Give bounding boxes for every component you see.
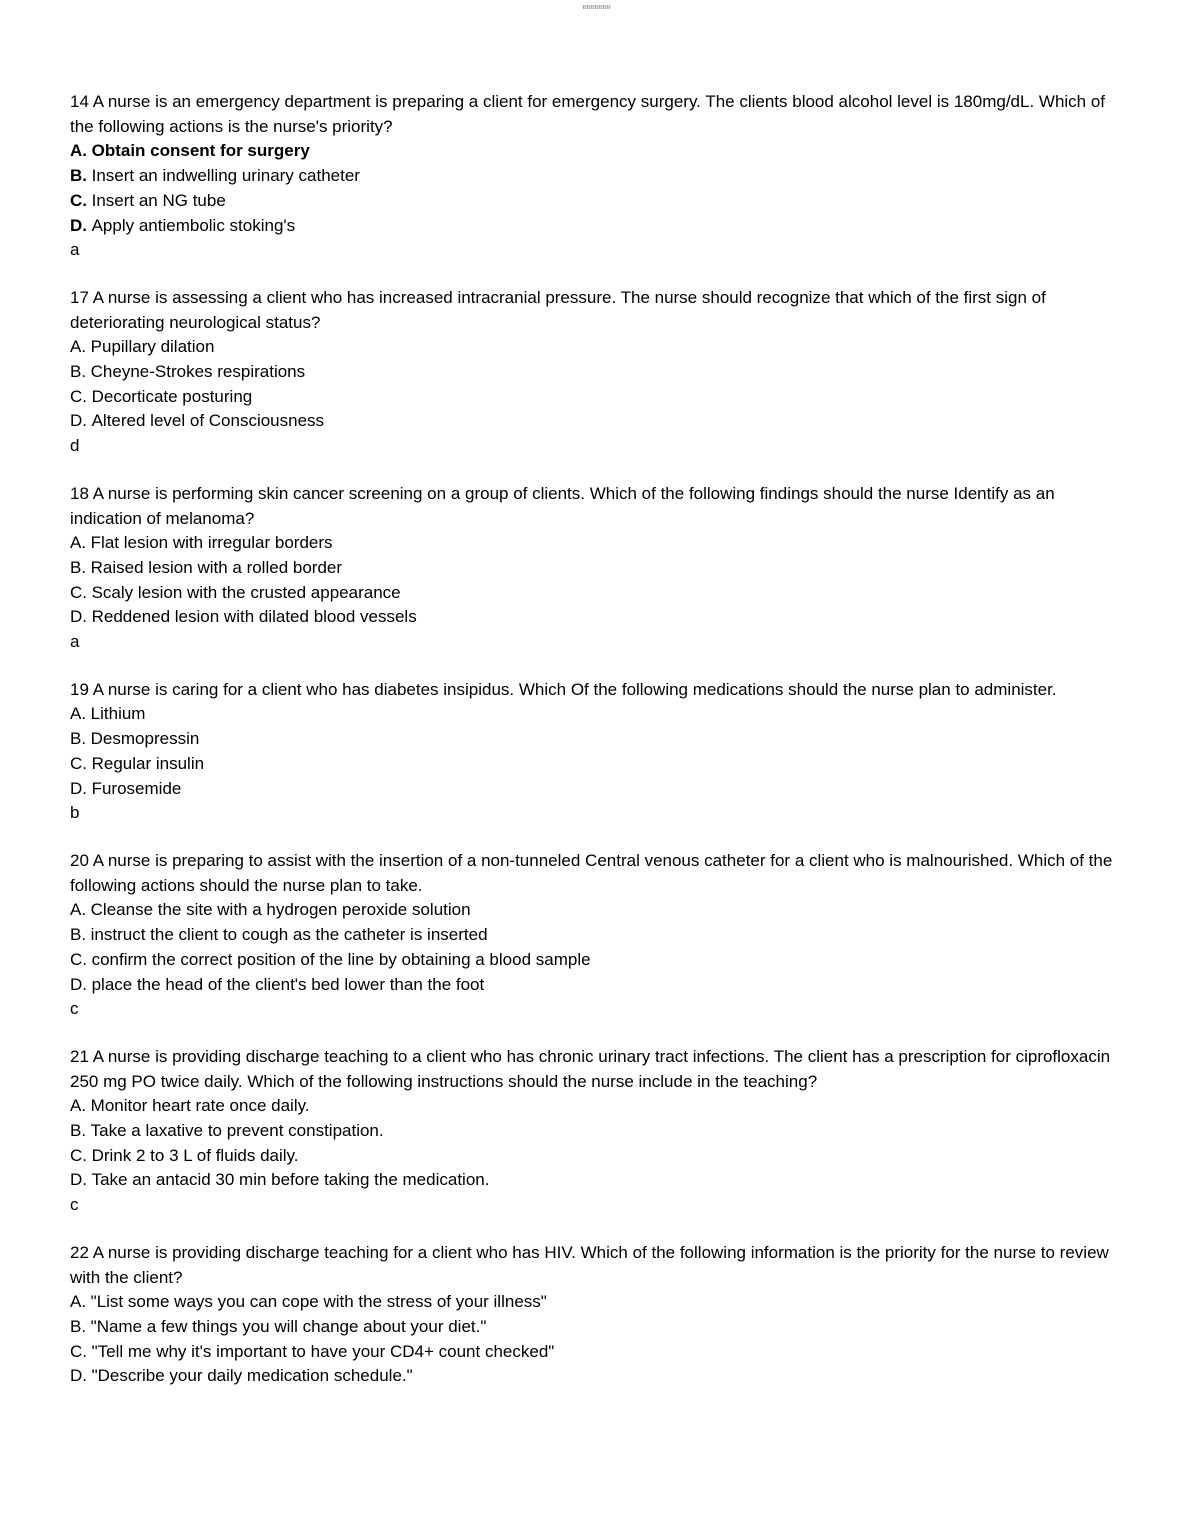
option-row bbox=[70, 189, 1115, 214]
options-list bbox=[70, 898, 1115, 997]
option-letter: C. bbox=[70, 1145, 87, 1165]
option-row bbox=[70, 214, 1115, 239]
question-block bbox=[70, 286, 1115, 459]
option-row bbox=[70, 164, 1115, 189]
answer-letter: d bbox=[70, 436, 80, 456]
options-list bbox=[70, 335, 1115, 434]
option-letter: A. bbox=[70, 533, 87, 553]
option-letter: A. bbox=[70, 900, 87, 920]
question-stem: 21 A nurse is providing discharge teaching to a client who has chronic urinary tract infections. The client has a prescription for ciprofloxacin 250 mg PO twice daily. Which of the following instructions should the nurse include in the teaching? bbox=[70, 1046, 1111, 1091]
option-row bbox=[70, 1119, 1115, 1144]
option-letter: A. bbox=[70, 1292, 87, 1312]
option-letter: C. bbox=[70, 190, 87, 210]
option-text: Insert an NG tube bbox=[91, 190, 226, 210]
options-list bbox=[70, 1094, 1115, 1193]
option-letter: B. bbox=[70, 925, 87, 945]
option-letter: B. bbox=[70, 1121, 87, 1141]
option-text: Flat lesion with irregular borders bbox=[90, 533, 333, 553]
option-letter: B. bbox=[70, 729, 87, 749]
question-block bbox=[70, 90, 1115, 263]
question-stem: 22 A nurse is providing discharge teaching for a client who has HIV. Which of the following information is the priority for the nurse to review with the client? bbox=[70, 1242, 1109, 1287]
options-list bbox=[70, 139, 1115, 238]
question-block bbox=[70, 849, 1115, 1022]
option-text: Furosemide bbox=[91, 778, 182, 798]
option-letter: B. bbox=[70, 362, 87, 382]
option-letter: D. bbox=[70, 411, 87, 431]
option-letter: C. bbox=[70, 1341, 87, 1361]
option-row bbox=[70, 1168, 1115, 1193]
question-stem: 20 A nurse is preparing to assist with the insertion of a non-tunneled Central venous catheter for a client who is malnourished. Which of the following actions should the nurse plan to take. bbox=[70, 850, 1113, 895]
option-text: Obtain consent for surgery bbox=[91, 141, 310, 161]
option-text: Insert an indwelling urinary catheter bbox=[91, 166, 360, 186]
question-stem: 14 A nurse is an emergency department is preparing a client for emergency surgery. The clients blood alcohol level is 180mg/dL. Which of the following actions is the nurse's priority? bbox=[70, 92, 1106, 136]
option-row bbox=[70, 923, 1115, 948]
option-letter: D. bbox=[70, 974, 87, 994]
option-text: Lithium bbox=[90, 704, 146, 724]
option-letter: C. bbox=[70, 753, 87, 773]
option-row bbox=[70, 1315, 1115, 1340]
scanner-watermark-smudge bbox=[583, 5, 610, 9]
option-row bbox=[70, 1144, 1115, 1169]
option-text: "List some ways you can cope with the stress of your illness" bbox=[90, 1292, 547, 1312]
question-block bbox=[70, 678, 1115, 826]
option-row bbox=[70, 581, 1115, 606]
option-row bbox=[70, 898, 1115, 923]
option-text: Raised lesion with a rolled border bbox=[90, 557, 343, 577]
option-row bbox=[70, 605, 1115, 630]
option-text: Desmopressin bbox=[90, 729, 200, 749]
options-list bbox=[70, 1290, 1115, 1389]
question-stem: 18 A nurse is performing skin cancer screening on a group of clients. Which of the following findings should the nurse Identify as an indication of melanoma? bbox=[70, 483, 1055, 528]
option-row bbox=[70, 409, 1115, 434]
option-letter: B. bbox=[70, 166, 87, 186]
option-letter: C. bbox=[70, 949, 87, 969]
option-text: Apply antiembolic stoking's bbox=[91, 215, 296, 235]
option-text: place the head of the client's bed lower than the foot bbox=[91, 974, 485, 994]
option-letter: B. bbox=[70, 557, 87, 577]
option-letter: D. bbox=[70, 1170, 87, 1190]
option-text: Take a laxative to prevent constipation. bbox=[90, 1121, 384, 1141]
option-row bbox=[70, 973, 1115, 998]
option-letter: D. bbox=[70, 607, 87, 627]
option-text: Altered level of Consciousness bbox=[91, 411, 325, 431]
option-text: Drink 2 to 3 L of fluids daily. bbox=[91, 1145, 299, 1165]
option-row bbox=[70, 1290, 1115, 1315]
answer-letter: a bbox=[70, 240, 80, 260]
option-text: Monitor heart rate once daily. bbox=[90, 1096, 310, 1116]
options-list bbox=[70, 702, 1115, 801]
question-block bbox=[70, 1241, 1115, 1389]
option-row bbox=[70, 1094, 1115, 1119]
option-text: Cheyne-Strokes respirations bbox=[90, 362, 306, 382]
option-row bbox=[70, 1364, 1115, 1389]
option-text: Scaly lesion with the crusted appearance bbox=[91, 582, 401, 602]
question-stem: 17 A nurse is assessing a client who has increased intracranial pressure. The nurse should recognize that which of the first sign of deteriorating neurological status? bbox=[70, 287, 1046, 332]
option-letter: A. bbox=[70, 704, 87, 724]
option-letter: D. bbox=[70, 1366, 87, 1386]
option-row bbox=[70, 727, 1115, 752]
option-letter: D. bbox=[70, 215, 87, 235]
options-list bbox=[70, 531, 1115, 630]
option-row bbox=[70, 1340, 1115, 1365]
option-row bbox=[70, 360, 1115, 385]
option-row bbox=[70, 948, 1115, 973]
option-letter: B. bbox=[70, 1316, 87, 1336]
answer-letter: b bbox=[70, 803, 80, 823]
option-text: Decorticate posturing bbox=[91, 386, 253, 406]
question-stem: 19 A nurse is caring for a client who has diabetes insipidus. Which Of the following medications should the nurse plan to administer. bbox=[70, 679, 1057, 699]
answer-letter: c bbox=[70, 1195, 79, 1215]
option-row bbox=[70, 335, 1115, 360]
option-row bbox=[70, 385, 1115, 410]
option-row bbox=[70, 139, 1115, 164]
option-text: "Tell me why it's important to have your CD4+ count checked" bbox=[91, 1341, 555, 1361]
option-text: Cleanse the site with a hydrogen peroxide solution bbox=[90, 900, 471, 920]
option-row bbox=[70, 531, 1115, 556]
option-letter: D. bbox=[70, 778, 87, 798]
option-text: "Name a few things you will change about your diet." bbox=[90, 1316, 487, 1336]
option-text: Reddened lesion with dilated blood vessels bbox=[91, 607, 417, 627]
option-text: "Describe your daily medication schedule." bbox=[91, 1366, 413, 1386]
answer-letter: a bbox=[70, 632, 80, 652]
option-letter: A. bbox=[70, 141, 87, 161]
option-row bbox=[70, 752, 1115, 777]
option-text: confirm the correct position of the line by obtaining a blood sample bbox=[91, 949, 591, 969]
option-letter: A. bbox=[70, 337, 87, 357]
option-letter: A. bbox=[70, 1096, 87, 1116]
option-text: Regular insulin bbox=[91, 753, 205, 773]
option-row bbox=[70, 702, 1115, 727]
option-letter: C. bbox=[70, 386, 87, 406]
answer-letter: c bbox=[70, 999, 79, 1019]
option-row bbox=[70, 777, 1115, 802]
option-letter: C. bbox=[70, 582, 87, 602]
option-text: instruct the client to cough as the catheter is inserted bbox=[90, 925, 488, 945]
question-block bbox=[70, 482, 1115, 655]
option-text: Pupillary dilation bbox=[90, 337, 215, 357]
option-text: Take an antacid 30 min before taking the medication. bbox=[91, 1170, 490, 1190]
question-block bbox=[70, 1045, 1115, 1218]
option-row bbox=[70, 556, 1115, 581]
